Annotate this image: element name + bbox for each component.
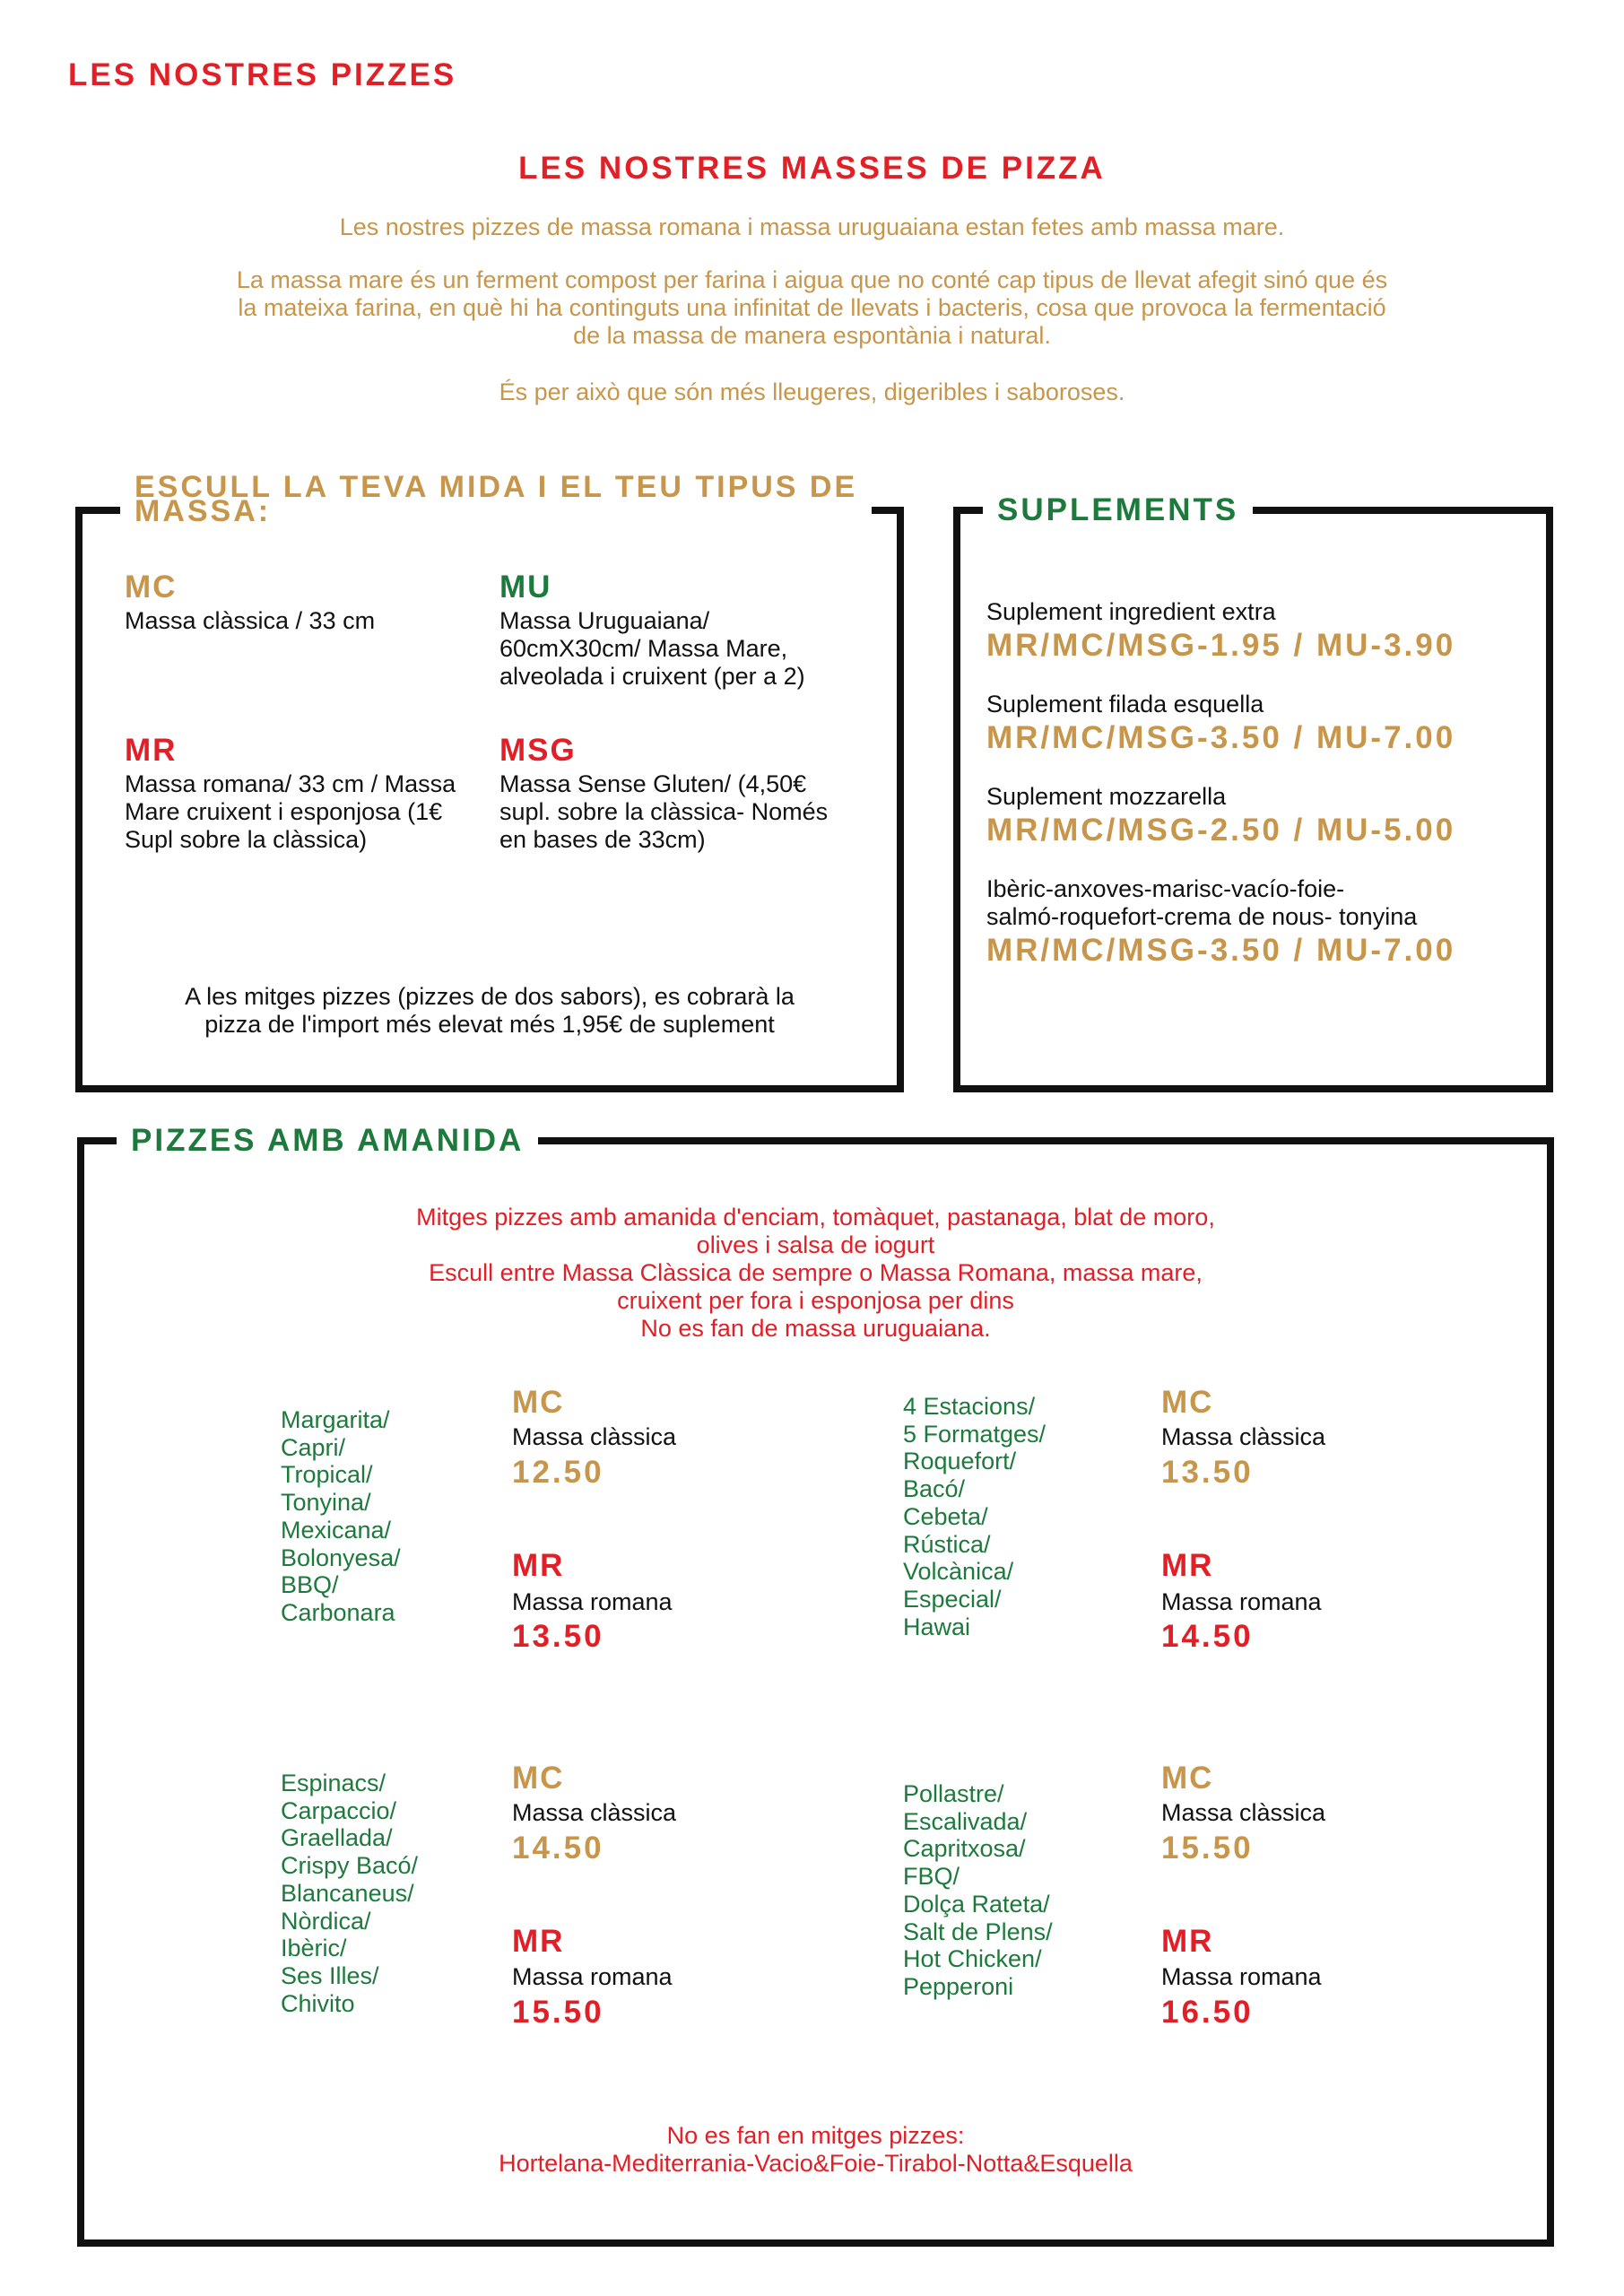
pizza-name: Ibèric/	[281, 1935, 347, 1962]
pizza-list-2	[903, 1393, 1046, 1640]
salad-intro: Mitges pizzes amb amanida d'enciam, tomàquet, pastanaga, blat de moro, olives i salsa de iogurt Escull entre Massa Clàssica de sempre o Massa Romana, massa mare, cruixent per fora i esponjosa per dins No es fan de massa uruguaiana.	[416, 1204, 1215, 1342]
group1-mc-code: MC	[512, 1385, 565, 1420]
group3-mc-code: MC	[512, 1761, 565, 1796]
supplement-label-3: Suplement mozzarella	[986, 783, 1227, 810]
pizza-name: Blancaneus/	[281, 1879, 414, 1907]
group2-mc-code: MC	[1161, 1385, 1214, 1420]
group1-mr-code: MR	[512, 1548, 565, 1583]
pizza-name: Volcànica/	[903, 1558, 1014, 1586]
pizza-name: FBQ/	[903, 1863, 960, 1891]
masses-intro-2: La massa mare és un ferment compost per farina i aigua que no conté cap tipus de llevat afegit sinó que és la mateixa farina, en què hi ha continguts una infinitat de llevats i bacteris, cosa que provoca la fermentació de la massa de manera espontània i natural.	[236, 266, 1388, 349]
desc-mr: Massa romana/ 33 cm / Massa Mare cruixent i esponjosa (1€ Supl sobre la clàssica)	[125, 770, 456, 853]
code-mr: MR	[125, 733, 178, 768]
group3-mr-price: 15.50	[512, 1995, 604, 2030]
size-box-title: ESCULL LA TEVA MIDA I EL TEU TIPUS DE MASSA:	[120, 475, 872, 524]
pizza-name: Graellada/	[281, 1824, 393, 1852]
group1-mr-label: Massa romana	[512, 1588, 673, 1615]
pizza-name: Dolça Rateta/	[903, 1890, 1050, 1918]
group2-mr-label: Massa romana	[1161, 1588, 1322, 1615]
group4-mc-price: 15.50	[1161, 1831, 1254, 1866]
pizza-name: Carpaccio/	[281, 1796, 397, 1824]
supplement-price-2: MR/MC/MSG-3.50 / MU-7.00	[986, 720, 1456, 755]
masses-intro-3: És per això que són més lleugeres, digeribles i saboroses.	[499, 378, 1125, 405]
pizza-name: Hawai	[903, 1613, 971, 1640]
pizza-list-4	[903, 1780, 1053, 2001]
group2-mc-label: Massa clàssica	[1161, 1423, 1326, 1450]
pizza-name: Crispy Bacó/	[281, 1852, 419, 1880]
pizza-name: Mexicana/	[281, 1516, 392, 1544]
pizza-name: Nòrdica/	[281, 1907, 371, 1935]
code-mu: MU	[499, 570, 552, 604]
supplement-label-4: Ibèric-anxoves-marisc-vacío-foie- salmó-roquefort-crema de nous- tonyina	[986, 875, 1418, 930]
supplement-price-1: MR/MC/MSG-1.95 / MU-3.90	[986, 628, 1456, 663]
supplement-price-3: MR/MC/MSG-2.50 / MU-5.00	[986, 813, 1456, 848]
desc-mc: Massa clàssica / 33 cm	[125, 607, 376, 634]
group3-mr-code: MR	[512, 1924, 565, 1959]
pizza-name: Rústica/	[903, 1530, 991, 1558]
supplement-price-4: MR/MC/MSG-3.50 / MU-7.00	[986, 933, 1456, 968]
supplement-label-2: Suplement filada esquella	[986, 691, 1264, 718]
group3-mc-price: 14.50	[512, 1831, 604, 1866]
group3-mr-label: Massa romana	[512, 1963, 673, 1990]
group2-mr-price: 14.50	[1161, 1619, 1254, 1654]
group3-mc-label: Massa clàssica	[512, 1799, 677, 1826]
group4-mc-label: Massa clàssica	[1161, 1799, 1326, 1826]
pizza-name: Margarita/	[281, 1406, 390, 1433]
group1-mc-label: Massa clàssica	[512, 1423, 677, 1450]
pizza-name: Pepperoni	[903, 1972, 1014, 2000]
pizza-name: Cebeta/	[903, 1502, 988, 1530]
pizza-name: Salt de Plens/	[903, 1918, 1053, 1945]
masses-title: LES NOSTRES MASSES DE PIZZA	[518, 151, 1106, 186]
pizza-list-1	[281, 1406, 401, 1627]
pizza-name: Tropical/	[281, 1461, 373, 1489]
pizza-name: 4 Estacions/	[903, 1393, 1036, 1420]
pizza-name: Especial/	[903, 1585, 1002, 1613]
code-mc: MC	[125, 570, 178, 604]
pizza-name: Bacó/	[903, 1475, 966, 1503]
pizza-name: BBQ/	[281, 1571, 339, 1599]
pizza-name: Bolonyesa/	[281, 1544, 401, 1571]
half-pizza-note: A les mitges pizzes (pizzes de dos sabors), es cobrarà la pizza de l'import més elevat més 1,95€ de suplement	[185, 983, 795, 1038]
desc-mu: Massa Uruguaiana/ 60cmX30cm/ Massa Mare, alveolada i cruixent (per a 2)	[499, 607, 805, 690]
pizza-name: Carbonara	[281, 1598, 395, 1626]
group4-mr-code: MR	[1161, 1924, 1214, 1959]
desc-msg: Massa Sense Gluten/ (4,50€ supl. sobre la clàssica- Només en bases de 33cm)	[499, 770, 829, 853]
group1-mc-price: 12.50	[512, 1455, 604, 1490]
code-msg: MSG	[499, 733, 577, 768]
group1-mr-price: 13.50	[512, 1619, 604, 1654]
pizza-name: Hot Chicken/	[903, 1945, 1042, 1973]
pizza-name: Pollastre/	[903, 1780, 1004, 1807]
supplements-title: SUPLEMENTS	[983, 492, 1253, 528]
group2-mc-price: 13.50	[1161, 1455, 1254, 1490]
pizza-list-3	[281, 1770, 418, 2017]
pizza-name: Capri/	[281, 1433, 346, 1461]
group4-mr-price: 16.50	[1161, 1995, 1254, 2030]
pizza-name: Espinacs/	[281, 1770, 386, 1796]
pizza-name: Tonyina/	[281, 1489, 371, 1517]
group4-mc-code: MC	[1161, 1761, 1214, 1796]
salad-title: PIZZES AMB AMANIDA	[117, 1123, 538, 1159]
pizza-name: Ses Illes/	[281, 1961, 379, 1989]
salad-footer-note: No es fan en mitges pizzes: Hortelana-Mediterrania-Vacio&Foie-Tirabol-Notta&Esquella	[499, 2122, 1133, 2177]
pizza-name: Chivito	[281, 1989, 355, 2017]
page-title: LES NOSTRES PIZZES	[68, 57, 457, 92]
masses-intro-1: Les nostres pizzes de massa romana i massa uruguaiana estan fetes amb massa mare.	[339, 213, 1285, 240]
group4-mr-label: Massa romana	[1161, 1963, 1322, 1990]
pizza-name: 5 Formatges/	[903, 1420, 1046, 1448]
pizza-name: Roquefort/	[903, 1448, 1017, 1475]
group2-mr-code: MR	[1161, 1548, 1214, 1583]
pizza-name: Capritxosa/	[903, 1835, 1026, 1863]
pizza-name: Escalivada/	[903, 1807, 1028, 1835]
supplement-label-1: Suplement ingredient extra	[986, 598, 1276, 625]
